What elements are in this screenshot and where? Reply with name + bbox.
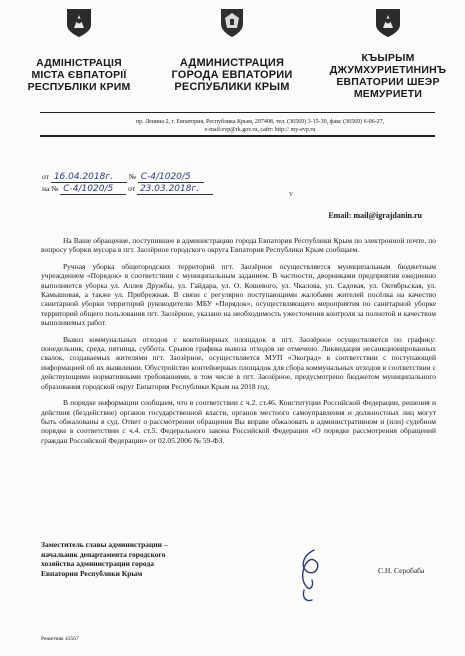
position-line: Евпатории Республики Крым xyxy=(41,568,143,578)
title-line: МІСТА ЄВПАТОРІЇ xyxy=(31,69,127,81)
reference-from-label: от xyxy=(128,184,136,193)
header-divider-top xyxy=(40,112,435,113)
letter-body xyxy=(41,236,436,452)
body-paragraph: Вывоз коммунальных отходов с контейнерных площадок в пгт. Заозёрное осуществляется по графику: понедельник, среда, пятница, суббота. Срывов графика вывоза отходов не отмечено. Ликвидация несанкционированных свалок, создаваемых жителями пгт. Заозёрное, осуществляется МУП «Экоград» в соответствии с поступающей информацией об их выявлении. Обустройство контейнерных площадок для сбора коммунальных отходов в соответствии с действующими нормативными требованиями, в том числе в пгт. Заозёрное, предусмотрено бюджетом муниципального образования городской округ Евпатория Республики Крым на 2018 год. xyxy=(41,334,436,391)
executor-note: Решетняк 43567 xyxy=(41,636,79,642)
signatory-name: С.Н. Серобаба xyxy=(378,566,425,575)
reference-number: С-4/1020/5 xyxy=(60,184,126,195)
body-paragraph: На Ваше обращение, поступившее в администрацию города Евпатория Республики Крым по электронной почте, по вопросу уборки мусора в пгт. Заозёрное городского округа Евпатория Республики Крым сообщаем. xyxy=(41,236,436,255)
title-line: КЪЫРЫМ xyxy=(361,52,415,64)
handwritten-signature-icon xyxy=(292,546,332,606)
check-mark: v xyxy=(289,189,293,198)
title-line: ЕВПАТОРИИ ШЕЭР xyxy=(336,76,440,88)
title-line: РЕСПУБЛИКИ КРЫМ xyxy=(174,81,290,93)
coat-of-arms-left-icon xyxy=(66,8,92,38)
header-title-russian xyxy=(157,57,307,93)
position-line: начальник департамента городского xyxy=(41,549,166,559)
title-line: ГОРОДА ЕВПАТОРИИ xyxy=(171,69,293,81)
recipient-email: Email: mail@igrajdanin.ru xyxy=(328,211,422,220)
contacts-web: e-mail:evp@rk.gov.ru, сайт: http:// my-evp.ru xyxy=(204,127,316,133)
title-line: МЕМУРИЕТИ xyxy=(353,88,423,100)
body-paragraph: В порядке информации сообщаем, что в соответствии с ч.2. ст.46. Конституции Российской Федерации, решения и действия (бездействие) органов государственной власти, органов местного самоуправления и должностных лиц могут быть обжалованы в суд. Ответ о рассмотрении обращения Вы вправе обжаловать в административном и (или) судебном порядке в соответствии с ч.4. ст.5. Федерального закона Российской Федерации «О порядке рассмотрения обращений граждан Российской Федерации» от 02.05.2006 № 59-ФЗ. xyxy=(41,398,436,445)
reference-registration xyxy=(42,184,213,195)
number-label: № xyxy=(128,172,136,181)
title-line: ДЖУМХУРИЕТИНИНЪ xyxy=(329,64,447,76)
from-label: от xyxy=(42,172,49,181)
outgoing-number: С-4/1020/5 xyxy=(138,172,204,183)
position-line: Заместитель главы администрации – xyxy=(41,540,168,549)
reference-date: 23.03.2018г. xyxy=(137,184,213,195)
outgoing-registration xyxy=(42,172,204,183)
title-line: АДМІНІСТРАЦІЯ xyxy=(36,57,122,69)
header-divider-bottom xyxy=(40,135,435,137)
coat-of-arms-right-icon xyxy=(375,8,401,38)
position-line: хозяйства администрации города xyxy=(41,559,154,568)
coat-of-arms-center-icon xyxy=(220,8,244,38)
title-line: РЕСПУБЛІКИ КРИМ xyxy=(27,81,131,93)
signatory-position xyxy=(41,540,241,578)
title-line: АДМИНИСТРАЦИЯ xyxy=(179,57,285,69)
header-contacts xyxy=(90,118,430,134)
reply-to-label: на № xyxy=(42,184,59,193)
body-paragraph: Ручная уборка общегородских территорий пгт. Заозёрное осуществляется муниципальным бюджетным учреждением «Порядок» в соответствии с муниципальным заданием. В частности, дворниками предприятия ежедневно выполняется уборка ул. Аллея Дружбы, ул. Гайдара, ул. О. Кошевого, ул. Чкалова, ул. Садовая, ул. Октябрьская, ул. Камышовая, а также ул. Прибрежная. В связи с регулярно поступающими жалобами жителей посёлка на качество санитарной уборки территорий руководителю МБУ «Порядок», осуществляющего мероприятия по санитарной уборке территорий общего пользования пгт. Заозёрное, указано на необходимость ужесточения контроля за полнотой и качеством выполняемых работ. xyxy=(41,261,436,328)
contacts-address: пр. Ленина 2, г. Евпатория, Республика Крым, 297408, тел. (36569) 3-15-30, факс (36569) 6-06-27, xyxy=(135,119,385,125)
header-title-ukrainian xyxy=(4,57,154,93)
header-title-crimean-tatar xyxy=(313,52,463,100)
outgoing-date: 16.04.2018г. xyxy=(51,172,127,183)
